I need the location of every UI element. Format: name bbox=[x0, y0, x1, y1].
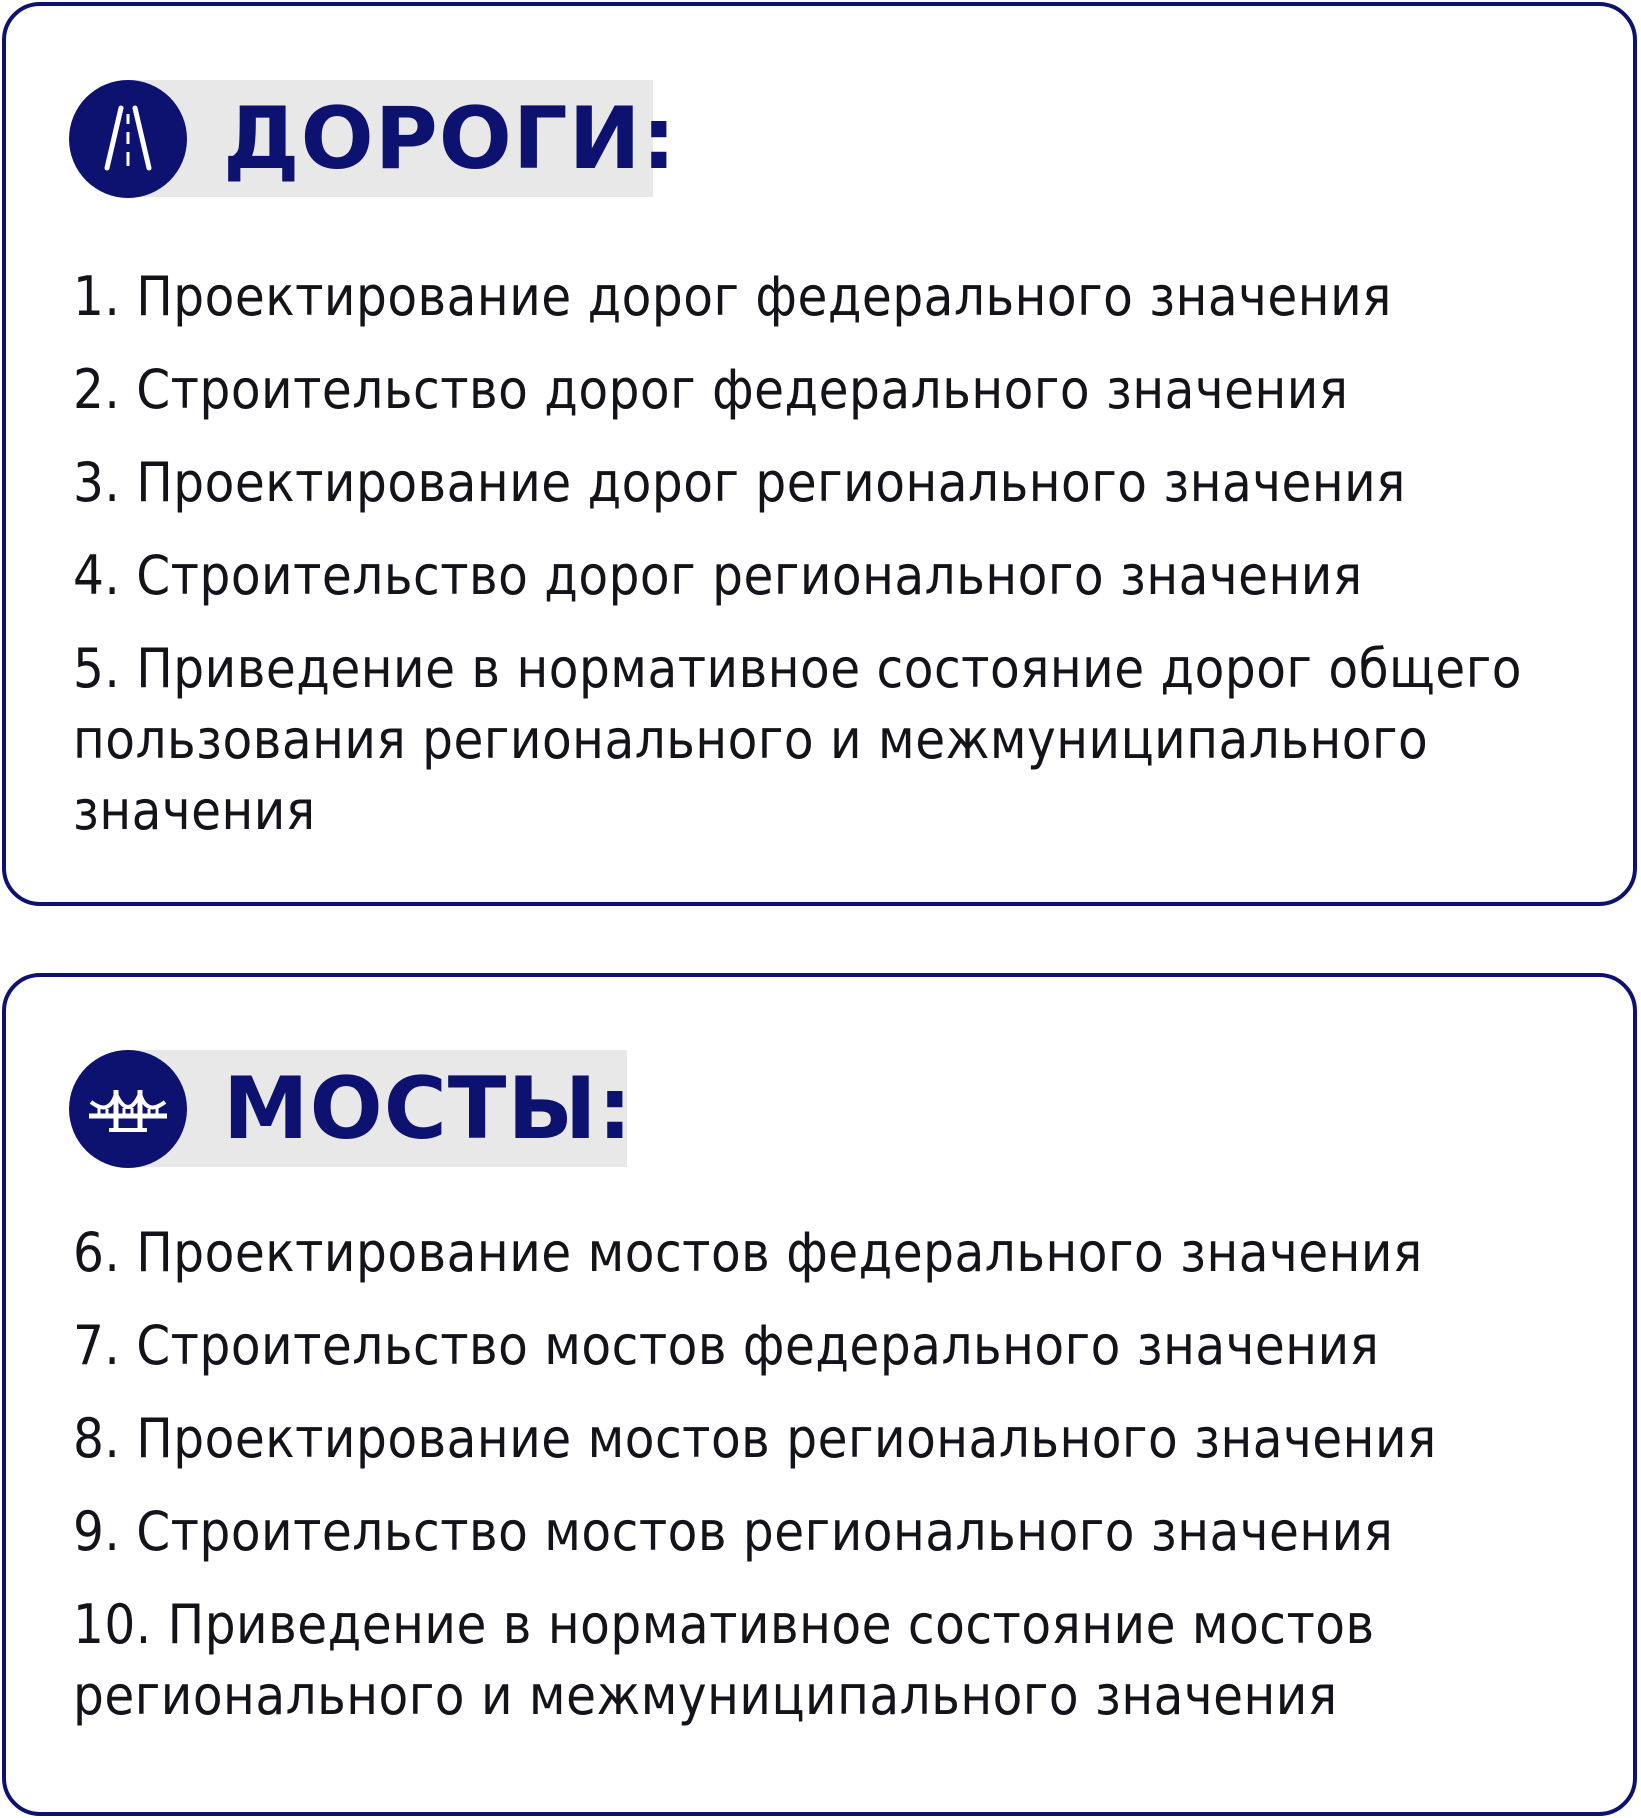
roads-title: ДОРОГИ: bbox=[223, 89, 678, 189]
bridge-icon bbox=[69, 1050, 187, 1168]
bridges-card bbox=[2, 973, 1637, 1816]
list-item: 4. Строительство дорог регионального значения bbox=[73, 544, 1363, 607]
list-item: 9. Строительство мостов регионального значения bbox=[73, 1500, 1394, 1563]
list-item: 6. Проектирование мостов федерального значения bbox=[73, 1221, 1423, 1284]
bridges-list bbox=[73, 1217, 1593, 1731]
list-item: 10. Приведение в нормативное состояние мостов регионального и межмуниципального значения bbox=[73, 1593, 1375, 1727]
list-item: 3. Проектирование дорог регионального значения bbox=[73, 451, 1406, 514]
list-item: 8. Проектирование мостов регионального значения bbox=[73, 1407, 1437, 1470]
list-item: 5. Приведение в нормативное состояние дорог общего пользования регионального и межмуниципального значения bbox=[73, 637, 1522, 842]
bridges-title: МОСТЫ: bbox=[223, 1059, 633, 1159]
roads-list bbox=[73, 261, 1593, 846]
list-item: 7. Строительство мостов федерального значения bbox=[73, 1314, 1380, 1377]
roads-card bbox=[2, 2, 1637, 906]
list-item: 2. Строительство дорог федерального значения bbox=[73, 358, 1349, 421]
road-icon bbox=[69, 80, 187, 198]
list-item: 1. Проектирование дорог федерального значения bbox=[73, 265, 1392, 328]
